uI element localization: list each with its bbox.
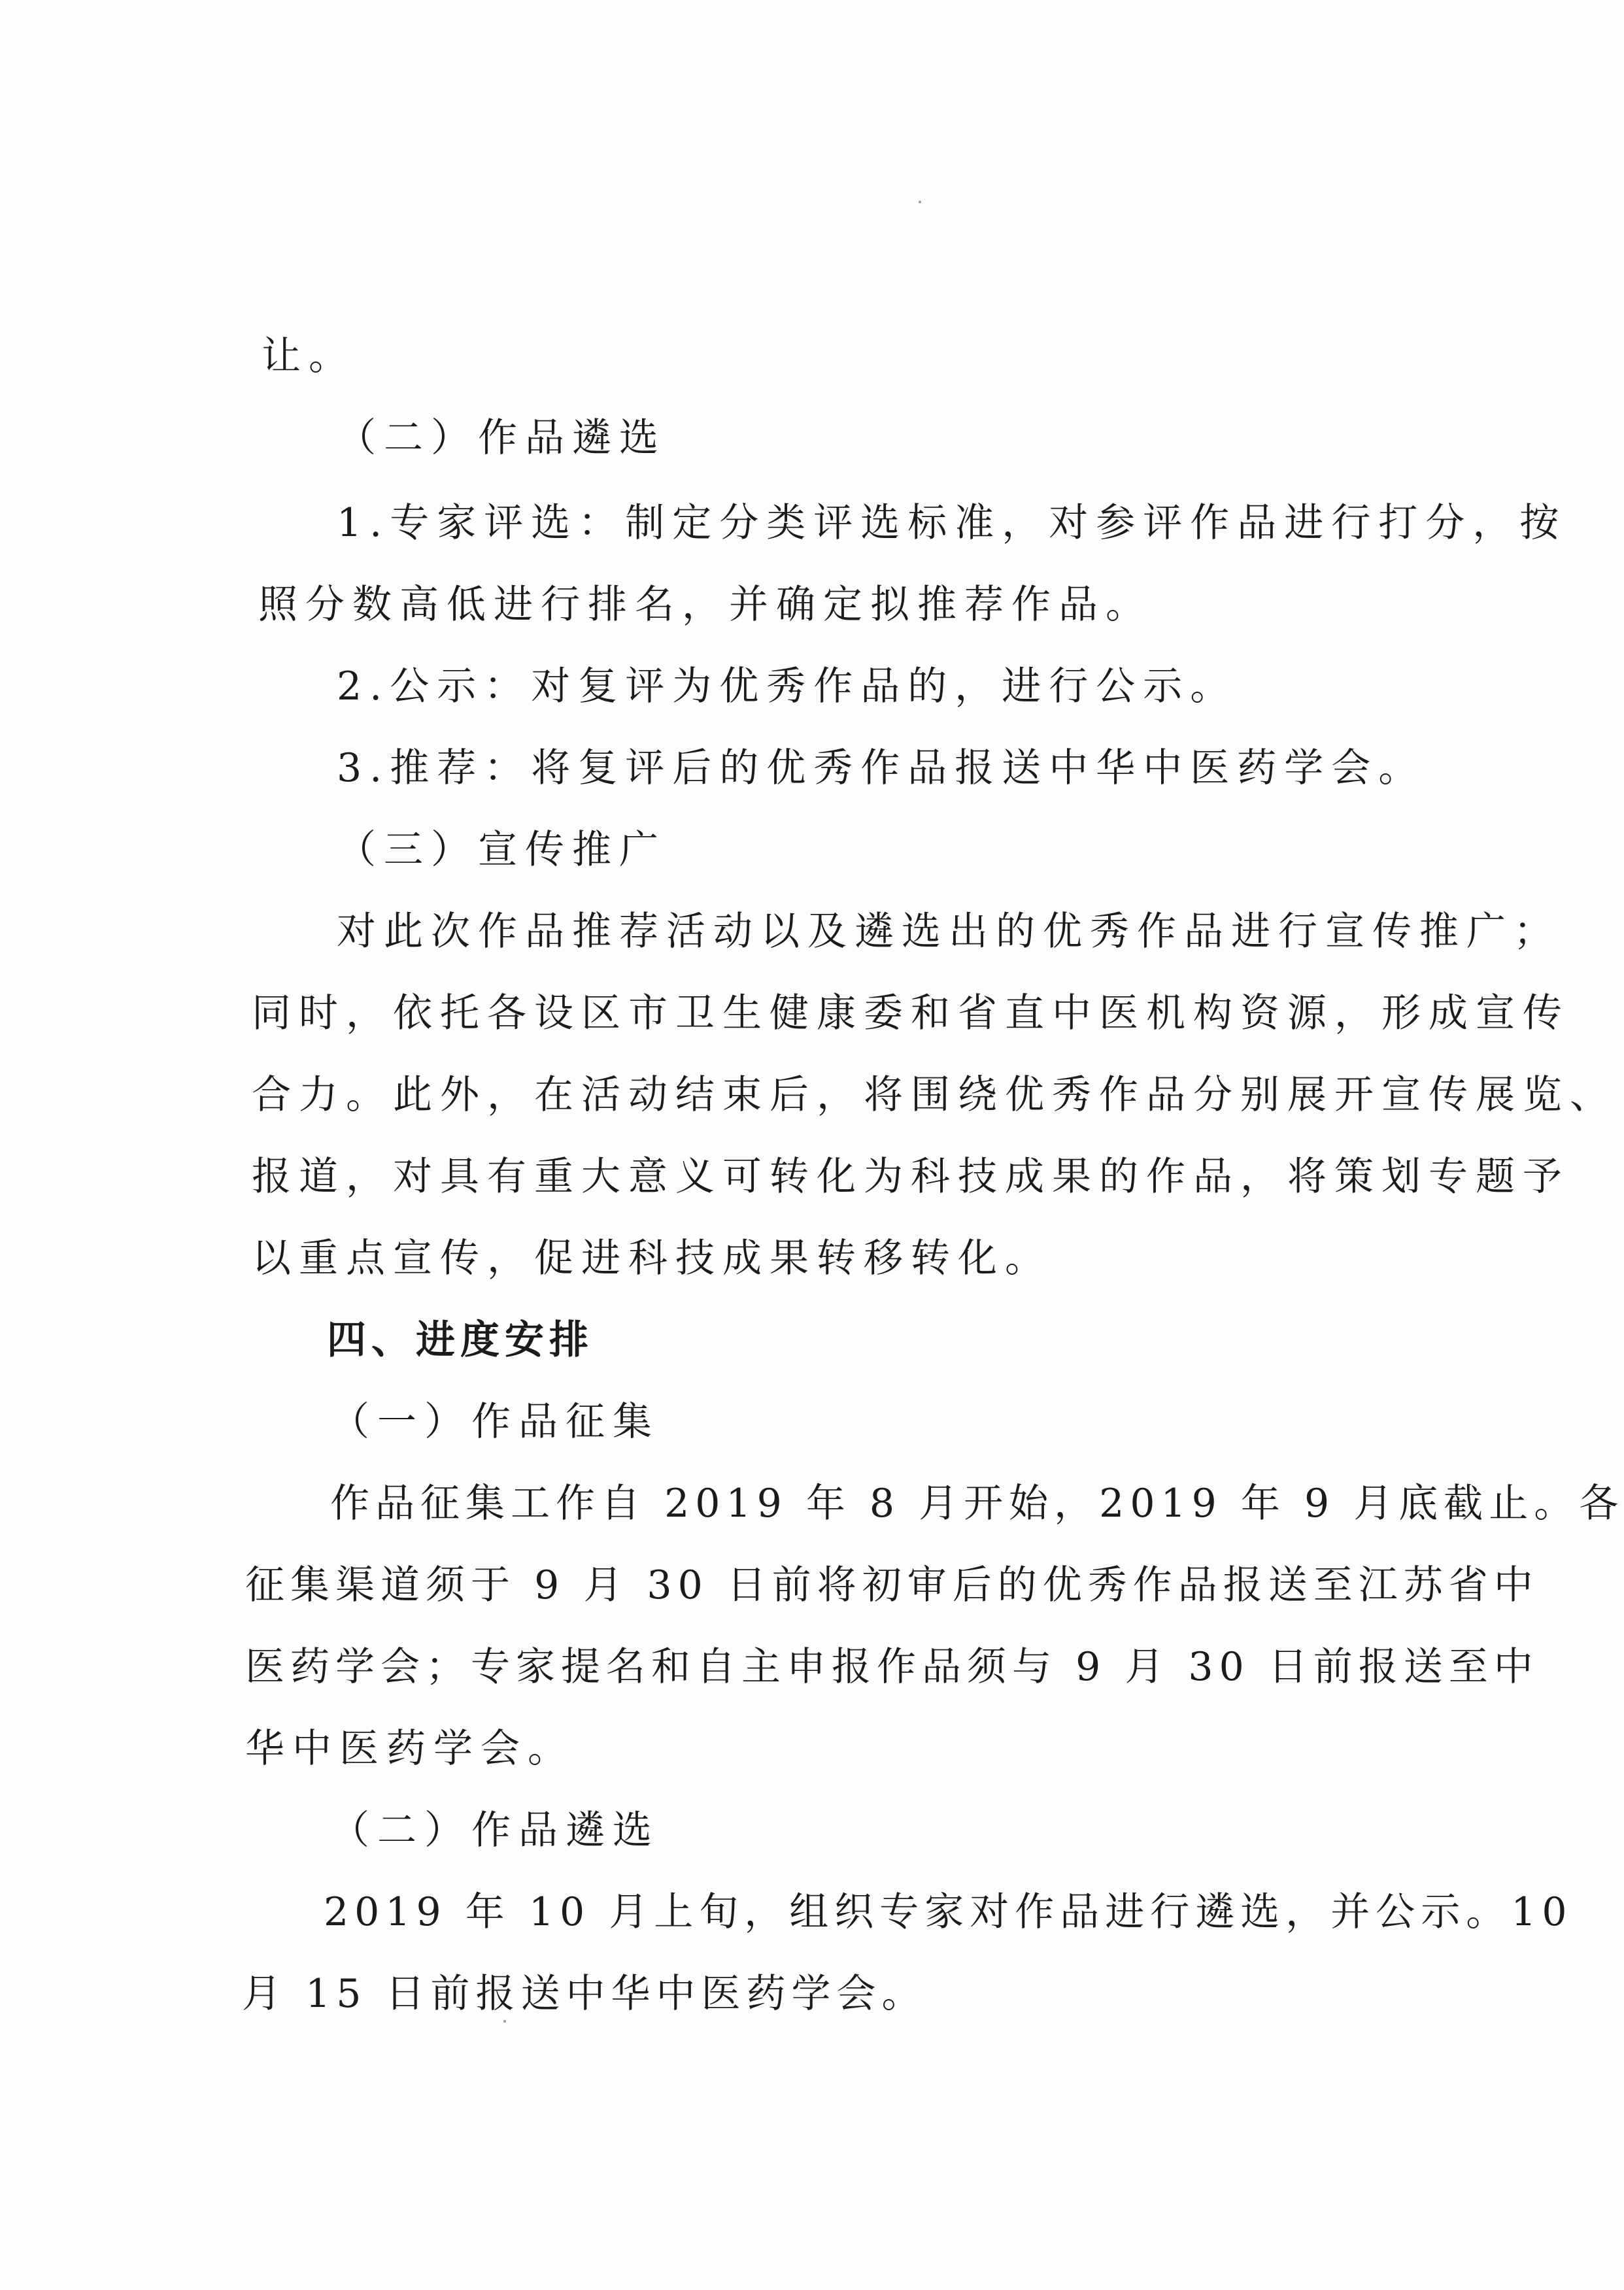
list-item-expert-review-cont: 照分数高低进行排名，并确定拟推荐作品。: [258, 582, 1153, 628]
paragraph-promotion-line-4: 报道，对具有重大意义可转化为科技成果的作品，将策划专题予: [252, 1154, 1570, 1200]
paragraph-continuation: 让。: [262, 333, 356, 379]
subheading-selection-schedule: （二）作品遴选: [330, 1808, 660, 1853]
paragraph-selection-line-1: 2019 年 10 月上旬，组织专家对作品进行遴选，并公示。10: [324, 1889, 1573, 1935]
subheading-selection: （二）作品遴选: [337, 415, 666, 461]
subheading-promotion: （三）宣传推广: [337, 827, 666, 873]
paragraph-promotion-line-5: 以重点宣传，促进科技成果转移转化。: [252, 1236, 1052, 1281]
scan-speck: [503, 2020, 506, 2023]
paragraph-collection-line-1: 作品征集工作自 2019 年 8 月开始，2019 年 9 月底截止。各: [330, 1481, 1624, 1526]
paragraph-promotion-line-2: 同时，依托各设区市卫生健康委和省直中医机构资源，形成宣传: [252, 990, 1570, 1036]
paragraph-promotion-line-3: 合力。此外，在活动结束后，将围绕优秀作品分别展开宣传展览、: [252, 1072, 1617, 1118]
list-item-publicity: 2.公示：对复评为优秀作品的，进行公示。: [337, 664, 1238, 709]
paragraph-selection-line-2: 月 15 日前报送中华中医药学会。: [242, 1971, 927, 2017]
scan-speck: [919, 201, 921, 203]
paragraph-collection-line-3: 医药学会；专家提名和自主申报作品须与 9 月 30 日前报送至中: [245, 1644, 1539, 1690]
paragraph-collection-line-4: 华中医药学会。: [245, 1726, 575, 1772]
subheading-collection: （一）作品征集: [330, 1399, 660, 1445]
list-item-expert-review: 1.专家评选：制定分类评选标准，对参评作品进行打分，按: [337, 500, 1567, 546]
paragraph-collection-line-2: 征集渠道须于 9 月 30 日前将初审后的优秀作品报送至江苏省中: [245, 1562, 1539, 1608]
list-item-recommend: 3.推荐：将复评后的优秀作品报送中华中医药学会。: [337, 745, 1426, 791]
paragraph-promotion-line-1: 对此次作品推荐活动以及遴选出的优秀作品进行宣传推广；: [337, 909, 1561, 954]
section-heading-schedule: 四、进度安排: [327, 1317, 594, 1363]
